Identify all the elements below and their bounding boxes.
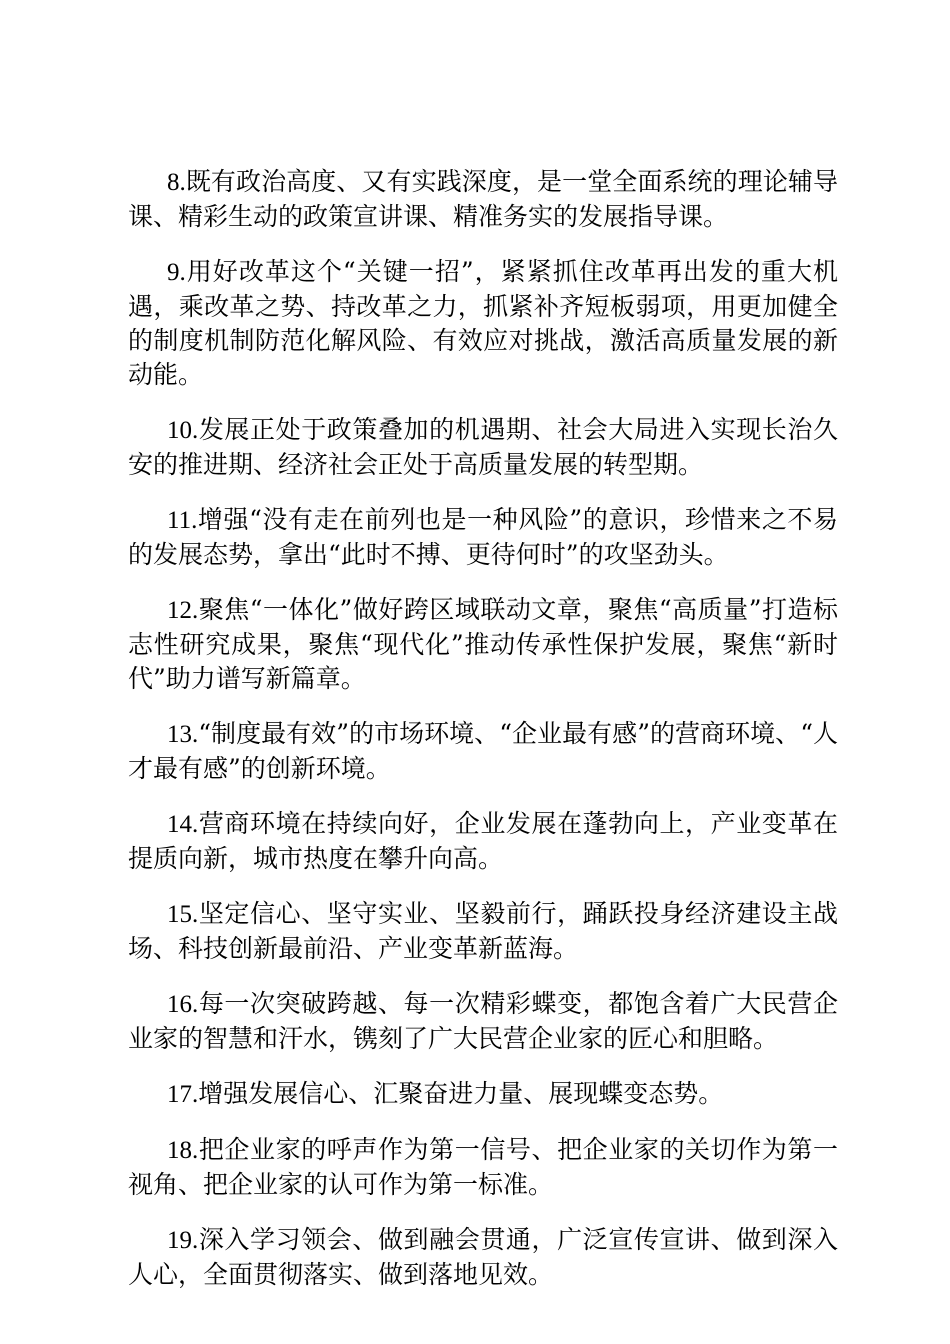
- list-item: [128, 593, 838, 696]
- item-text: 既有政治高度、又有实践深度，是一堂全面系统的理论辅导课、精彩生动的政策宣讲课、精准务实的发展指导课。: [128, 167, 838, 231]
- item-text: 坚定信心、坚守实业、坚毅前行，踊跃投身经济建设主战场、科技创新最前沿、产业变革新蓝海。: [128, 899, 838, 963]
- item-number: 15.: [167, 901, 199, 928]
- list-item: [128, 413, 838, 482]
- list-item: [128, 165, 838, 234]
- list-item: [128, 1223, 838, 1292]
- item-text: 营商环境在持续向好，企业发展在蓬勃向上，产业变革在提质向新，城市热度在攀升向高。: [128, 809, 838, 873]
- item-text: 把企业家的呼声作为第一信号、把企业家的关切作为第一视角、把企业家的认可作为第一标准。: [128, 1135, 838, 1199]
- item-number: 14.: [167, 811, 199, 838]
- item-number: 18.: [167, 1137, 199, 1164]
- list-item: [128, 1133, 838, 1202]
- item-text: 发展正处于政策叠加的机遇期、社会大局进入实现长治久安的推进期、经济社会正处于高质量发展的转型期。: [128, 415, 838, 479]
- list-item: [128, 1077, 838, 1112]
- item-number: 11.: [167, 507, 198, 534]
- list-item: [128, 255, 838, 392]
- list-item: [128, 717, 838, 786]
- item-text: 深入学习领会、做到融会贯通，广泛宣传宣讲、做到深入人心，全面贯彻落实、做到落地见效。: [128, 1225, 838, 1289]
- list-item: [128, 897, 838, 966]
- item-number: 13.: [167, 721, 199, 748]
- item-number: 10.: [167, 417, 199, 444]
- item-text: 增强“没有走在前列也是一种风险”的意识，珍惜来之不易的发展态势，拿出“此时不搏、更待何时”的攻坚劲头。: [128, 505, 838, 569]
- item-text: 增强发展信心、汇聚奋进力量、展现蝶变态势。: [198, 1079, 724, 1108]
- item-number: 8.: [167, 169, 186, 196]
- item-text: “制度最有效”的市场环境、“企业最有感”的营商环境、“人才最有感”的创新环境。: [128, 719, 838, 783]
- list-item: [128, 503, 838, 572]
- item-text: 每一次突破跨越、每一次精彩蝶变，都饱含着广大民营企业家的智慧和汗水，镌刻了广大民营企业家的匠心和胆略。: [128, 989, 838, 1053]
- list-item: [128, 987, 838, 1056]
- list-item: [128, 807, 838, 876]
- item-number: 16.: [167, 991, 199, 1018]
- item-number: 9.: [167, 259, 186, 286]
- document-page: [128, 165, 838, 1313]
- item-number: 17.: [167, 1081, 199, 1108]
- item-number: 12.: [167, 597, 199, 624]
- item-number: 19.: [167, 1227, 199, 1254]
- item-text: 聚焦“一体化”做好跨区域联动文章，聚焦“高质量”打造标志性研究成果，聚焦“现代化”推动传承性保护发展，聚焦“新时代”助力谱写新篇章。: [128, 595, 838, 693]
- item-text: 用好改革这个“关键一招”，紧紧抓住改革再出发的重大机遇，乘改革之势、持改革之力，抓紧补齐短板弱项，用更加健全的制度机制防范化解风险、有效应对挑战，激活高质量发展的新动能。: [128, 257, 838, 389]
